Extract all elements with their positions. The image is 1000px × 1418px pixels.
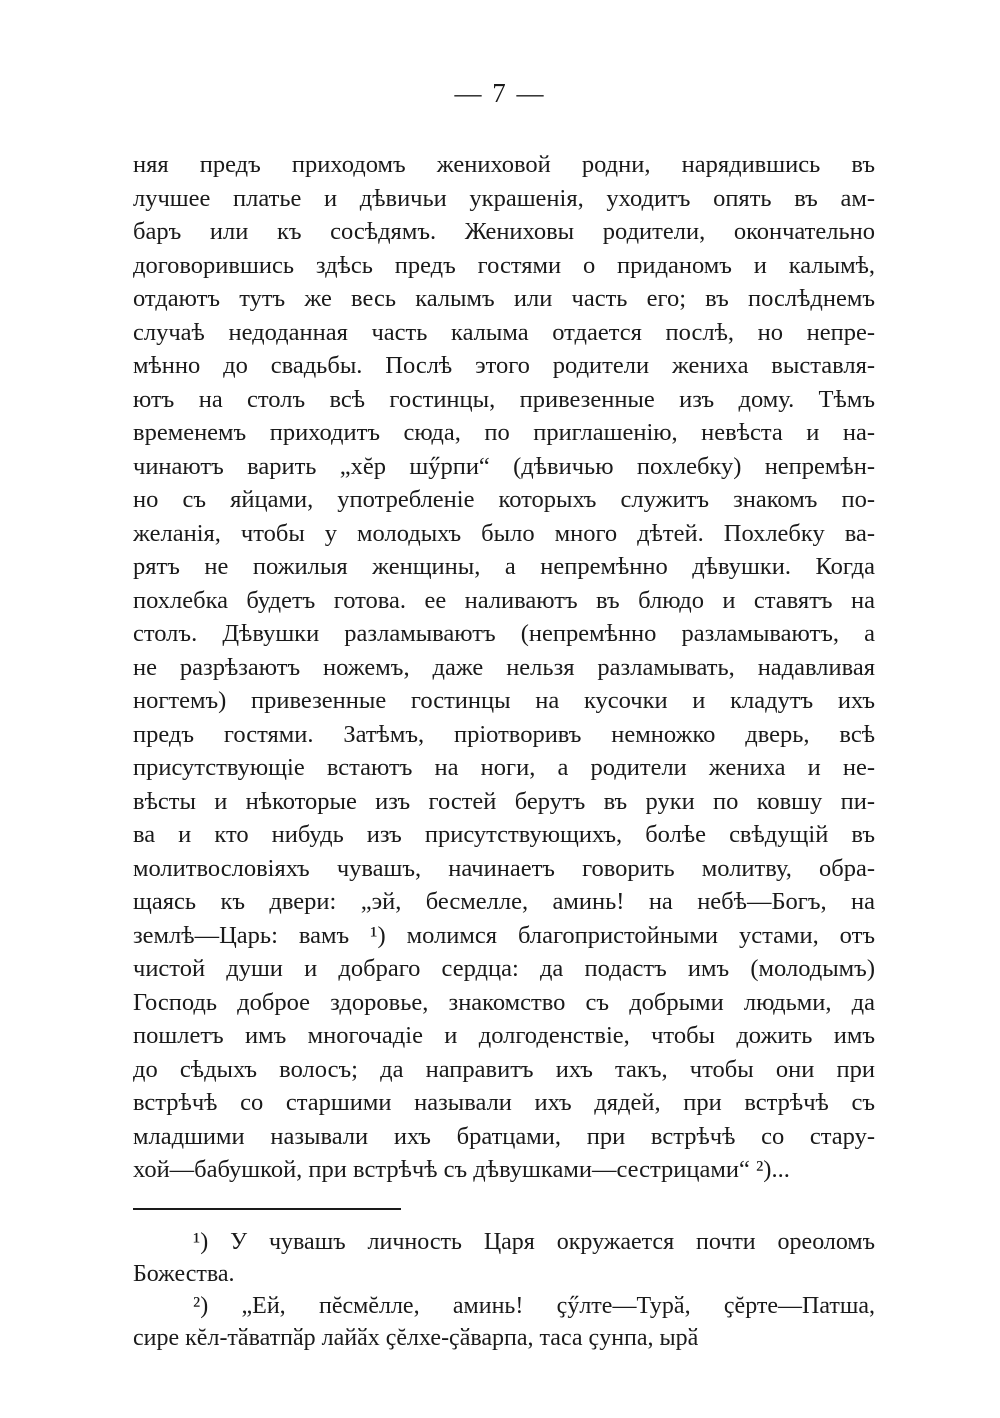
text-line: чистой души и добраго сердца: да подастъ имъ (молодымъ) <box>133 955 875 982</box>
text-line: временемъ приходитъ сюда, по приглашенію, невѣста и на- <box>133 419 875 446</box>
body-text <box>133 148 875 1187</box>
text-line: но съ яйцами, употребленіе которыхъ служитъ знакомъ по- <box>133 486 875 513</box>
text-line: присутствующіе встаютъ на ноги, а родители жениха и не- <box>133 754 875 781</box>
text-line: мѣнно до свадьбы. Послѣ этого родители жениха выставля- <box>133 352 875 379</box>
footnote-line: Божества. <box>133 1261 235 1287</box>
text-line: не разрѣзаютъ ножемъ, даже нельзя разламывать, надавливая <box>133 653 875 681</box>
text-line: ногтемъ) привезенные гостинцы на кусочки и кладутъ ихъ <box>133 687 875 714</box>
text-line: пошлетъ имъ многочадіе и долгоденствіе, чтобы дожить имъ <box>133 1022 875 1049</box>
text-line: ютъ на столъ всѣ гостинцы, привезенные изъ дому. Тѣмъ <box>133 385 875 413</box>
text-line: младшими называли ихъ братцами, при встрѣчѣ со стару- <box>133 1122 875 1150</box>
text-line: няя предъ приходомъ жениховой родни, нарядившись въ <box>133 151 875 178</box>
footnote-line: ¹) У чувашъ личность Царя окружается почти ореоломъ <box>193 1229 875 1255</box>
text-line: предъ гостями. Затѣмъ, пріотворивъ немножко дверь, всѣ <box>133 720 875 748</box>
text-line: молитвословіяхъ чувашъ, начинаетъ говорить молитву, обра- <box>133 854 875 882</box>
text-line: Господь доброе здоровье, знакомство съ добрыми людьми, да <box>133 988 875 1016</box>
footnote-line: сире кĕл-тӑватпӑр лайӑх ҫĕлхе-ҫӑварпа, таса ҫунпа, ырӑ <box>133 1325 699 1351</box>
footnote-line: ²) „Ей, пĕсмĕлле, аминь! ҫӳлте—Турӑ, ҫĕрте—Патша, <box>193 1293 875 1319</box>
text-line: столъ. Дѣвушки разламываютъ (непремѣнно разламываютъ, а <box>133 620 875 647</box>
text-line: ва и кто нибудь изъ присутствующихъ, болѣе свѣдущій въ <box>133 821 875 848</box>
footnotes <box>133 1226 875 1354</box>
text-line: похлебка будетъ готова. ее наливаютъ въ блюдо и ставятъ на <box>133 586 875 614</box>
text-line: случаѣ недоданная часть калыма отдается послѣ, но непре- <box>133 318 875 346</box>
text-line: вѣсты и нѣкоторые изъ гостей берутъ въ руки по ковшу пи- <box>133 787 875 815</box>
text-line: землѣ—Царь: вамъ ¹) молимся благопристойными устами, отъ <box>133 921 875 949</box>
text-line: чинаютъ варить „хĕр шӳрпи“ (дѣвичью похлебку) непремѣн- <box>133 452 875 480</box>
text-line: баръ или къ сосѣдямъ. Жениховы родители, окончательно <box>133 218 875 245</box>
page-number: — 7 — <box>454 78 546 108</box>
text-line: желанія, чтобы у молодыхъ было много дѣтей. Похлебку ва- <box>133 519 875 547</box>
text-line: рятъ не пожилыя женщины, а непремѣнно дѣвушки. Когда <box>133 553 875 580</box>
text-line: хой—бабушкой, при встрѣчѣ съ дѣвушками—сестрицами“ ²)... <box>133 1156 790 1183</box>
text-line: лучшее платье и дѣвичьи украшенія, уходитъ опять въ ам- <box>133 184 875 212</box>
text-line: договорившись здѣсь предъ гостями о приданомъ и калымѣ, <box>133 251 875 279</box>
text-line: встрѣчѣ со старшими называли ихъ дядей, при встрѣчѣ съ <box>133 1089 875 1116</box>
footnote-divider <box>133 1208 401 1210</box>
text-line: щаясь къ двери: „эй, бесмелле, аминь! на небѣ—Богъ, на <box>133 888 875 915</box>
text-line: отдаютъ тутъ же весь калымъ или часть его; въ послѣднемъ <box>133 285 875 312</box>
text-line: до сѣдыхъ волосъ; да направитъ ихъ такъ, чтобы они при <box>133 1055 875 1083</box>
